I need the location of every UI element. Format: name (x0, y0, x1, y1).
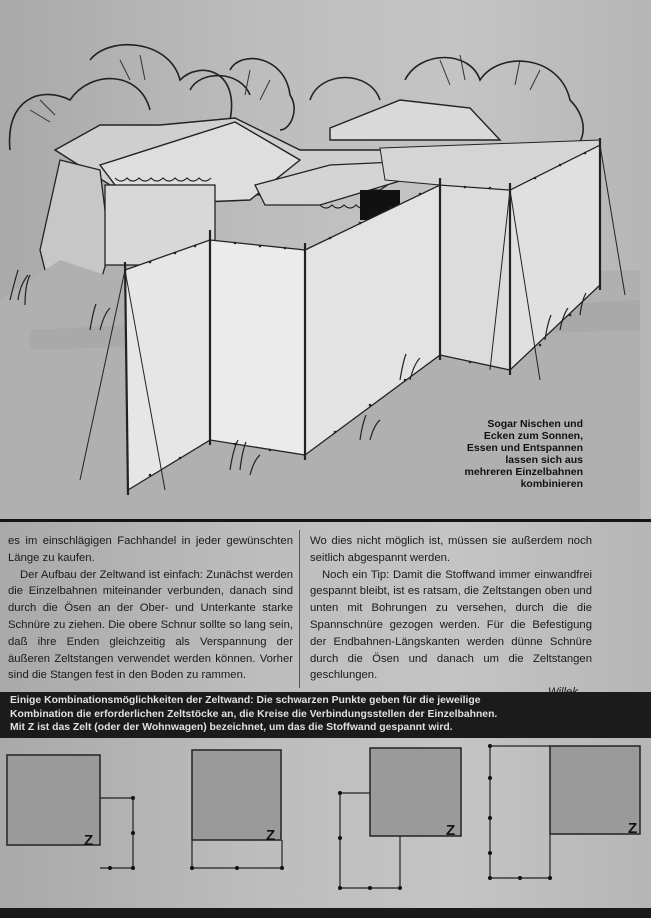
tent-label: Z (446, 822, 456, 839)
article-column-left (8, 533, 293, 684)
article-paragraph: Noch ein Tip: Damit die Stoffwand immer einwandfrei gespannt bleibt, ist es ratsam, die Zeltstangen oben und unten mit Bohrungen zu versehen, durch die die Spannschnüre gezogen werden. Für die Befestigung der Endbahnen-Längskanten werden dünne Schnüre durch die Ösen und danach um die Zeltstangen geschlungen. (310, 568, 592, 682)
legend-line: Mit Z ist das Zelt (oder der Wohnwagen) bezeichnet, um das die Stoffwand gespannt wird. (10, 722, 453, 733)
caption-line: Sogar Nischen und (487, 418, 583, 430)
combination-diagram-1 (7, 755, 135, 870)
diagram-legend-box (0, 692, 651, 738)
caption-line: mehreren Einzelbahnen (464, 466, 583, 478)
combination-diagram-4 (488, 744, 640, 880)
article-paragraph: es im einschlägigen Fachhandel in jeder gewünschten Länge zu kaufen. (8, 535, 293, 564)
tent-label: Z (266, 827, 276, 844)
illustration-caption (405, 418, 583, 490)
article-paragraph: Wo dies nicht möglich ist, müssen sie außerdem noch seitlich abgespannt werden. (310, 535, 592, 564)
bottom-border (0, 908, 651, 918)
caption-line: Ecken zum Sonnen, (483, 430, 583, 442)
article-column-right (310, 533, 592, 701)
caption-line: Essen und Entspannen (466, 442, 583, 454)
combination-diagram-3 (338, 748, 461, 890)
legend-line: Einige Kombinationsmöglichkeiten der Zeltwand: Die schwarzen Punkte geben für die jeweilige (10, 695, 481, 706)
article-paragraph: Der Aufbau der Zeltwand ist einfach: Zunächst werden die Einzelbahnen miteinander verbunden, danach sind durch die Ösen an der Ober- und Unterkante starke Schnüre zu ziehen. Die obere Schnur sollte so lang sein, daß ihre Enden gleichzeitig als Verspannung der äußeren Zeltstangen verwendet werden können. Vorher sind die Stangen fest in den Boden zu rammen. (8, 568, 293, 682)
caption-line: lassen sich aus (505, 454, 583, 466)
combination-diagrams (0, 738, 651, 918)
column-divider (299, 530, 300, 688)
tent-label: Z (84, 832, 94, 849)
tent-label: Z (628, 820, 638, 837)
combination-diagram-2 (190, 750, 284, 870)
legend-line: Kombination die erforderlichen Zeltstöcke an, die Kreise die Verbindungsstellen der Einzelbahnen. (10, 708, 498, 720)
section-divider (0, 519, 651, 522)
caption-line: kombinieren (520, 478, 583, 490)
